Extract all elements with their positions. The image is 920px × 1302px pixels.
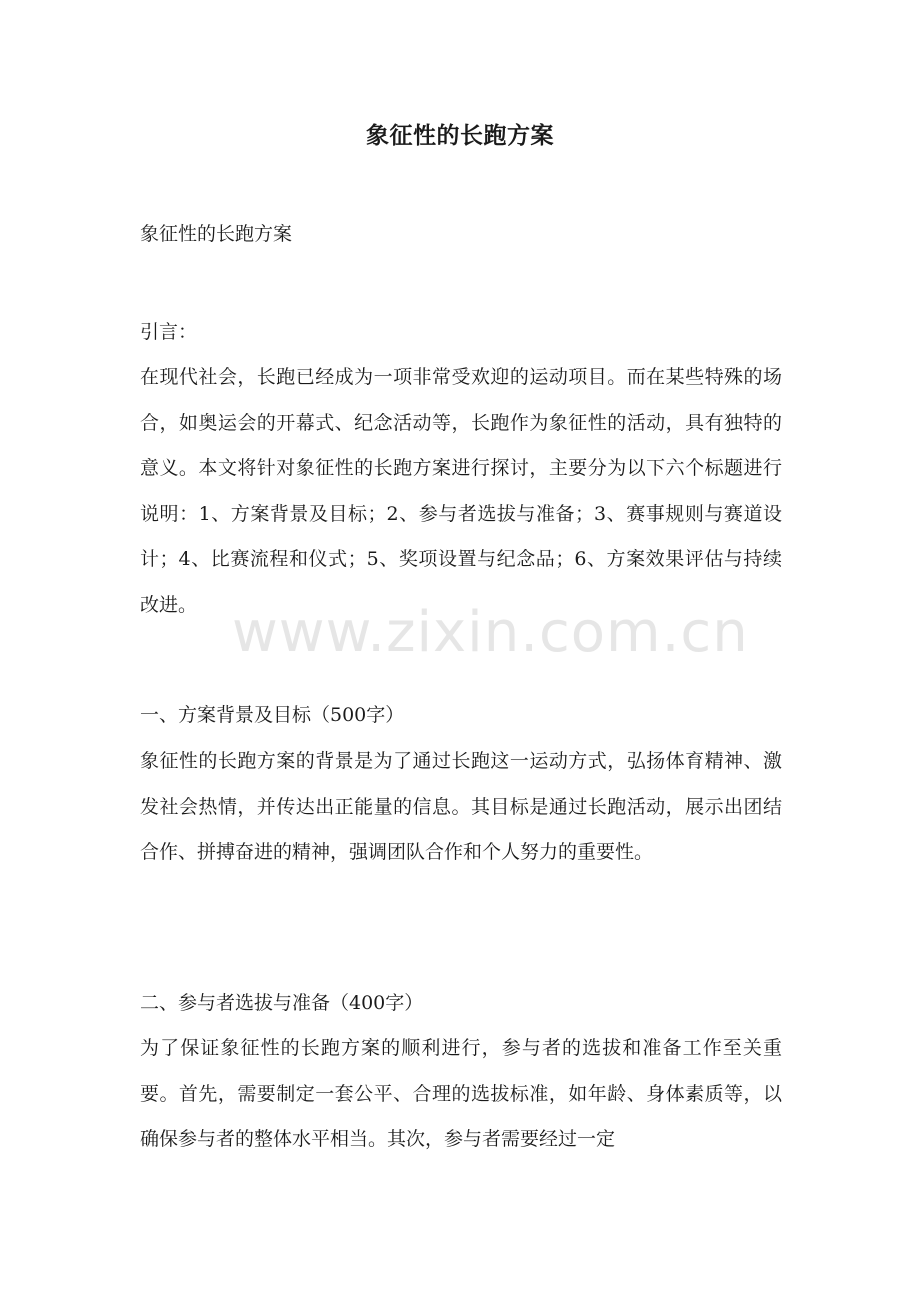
section-2-heading: 二、参与者选拔与准备（400字） (140, 992, 424, 1014)
watermark-text: www.zixin.com.cn (232, 600, 749, 665)
document-title: 象征性的长跑方案 (366, 122, 554, 149)
section-1-paragraph: 象征性的长跑方案的背景是为了通过长跑这一运动方式，弘扬体育精神、激发社会热情，并传达出正能量的信息。其目标是通过长跑活动，展示出团结合作、拼搏奋进的精神，强调团队合作和个人努力的重要性。 (140, 750, 782, 863)
intro-heading: 引言： (140, 321, 198, 343)
section-1-heading: 一、方案背景及目标（500字） (140, 704, 405, 726)
document-subtitle: 象征性的长跑方案 (140, 223, 293, 245)
section-2-paragraph: 为了保证象征性的长跑方案的顺利进行，参与者的选拔和准备工作至关重要。首先，需要制定一套公平、合理的选拔标准，如年龄、身体素质等，以确保参与者的整体水平相当。其次，参与者需要经过一定 (140, 1037, 782, 1150)
intro-paragraph: 在现代社会，长跑已经成为一项非常受欢迎的运动项目。而在某些特殊的场合，如奥运会的开幕式、纪念活动等，长跑作为象征性的活动，具有独特的意义。本文将针对象征性的长跑方案进行探讨，主要分为以下六个标题进行说明：1、方案背景及目标；2、参与者选拔与准备；3、赛事规则与赛道设计；4、比赛流程和仪式；5、奖项设置与纪念品；6、方案效果评估与持续改进。 (140, 366, 782, 616)
